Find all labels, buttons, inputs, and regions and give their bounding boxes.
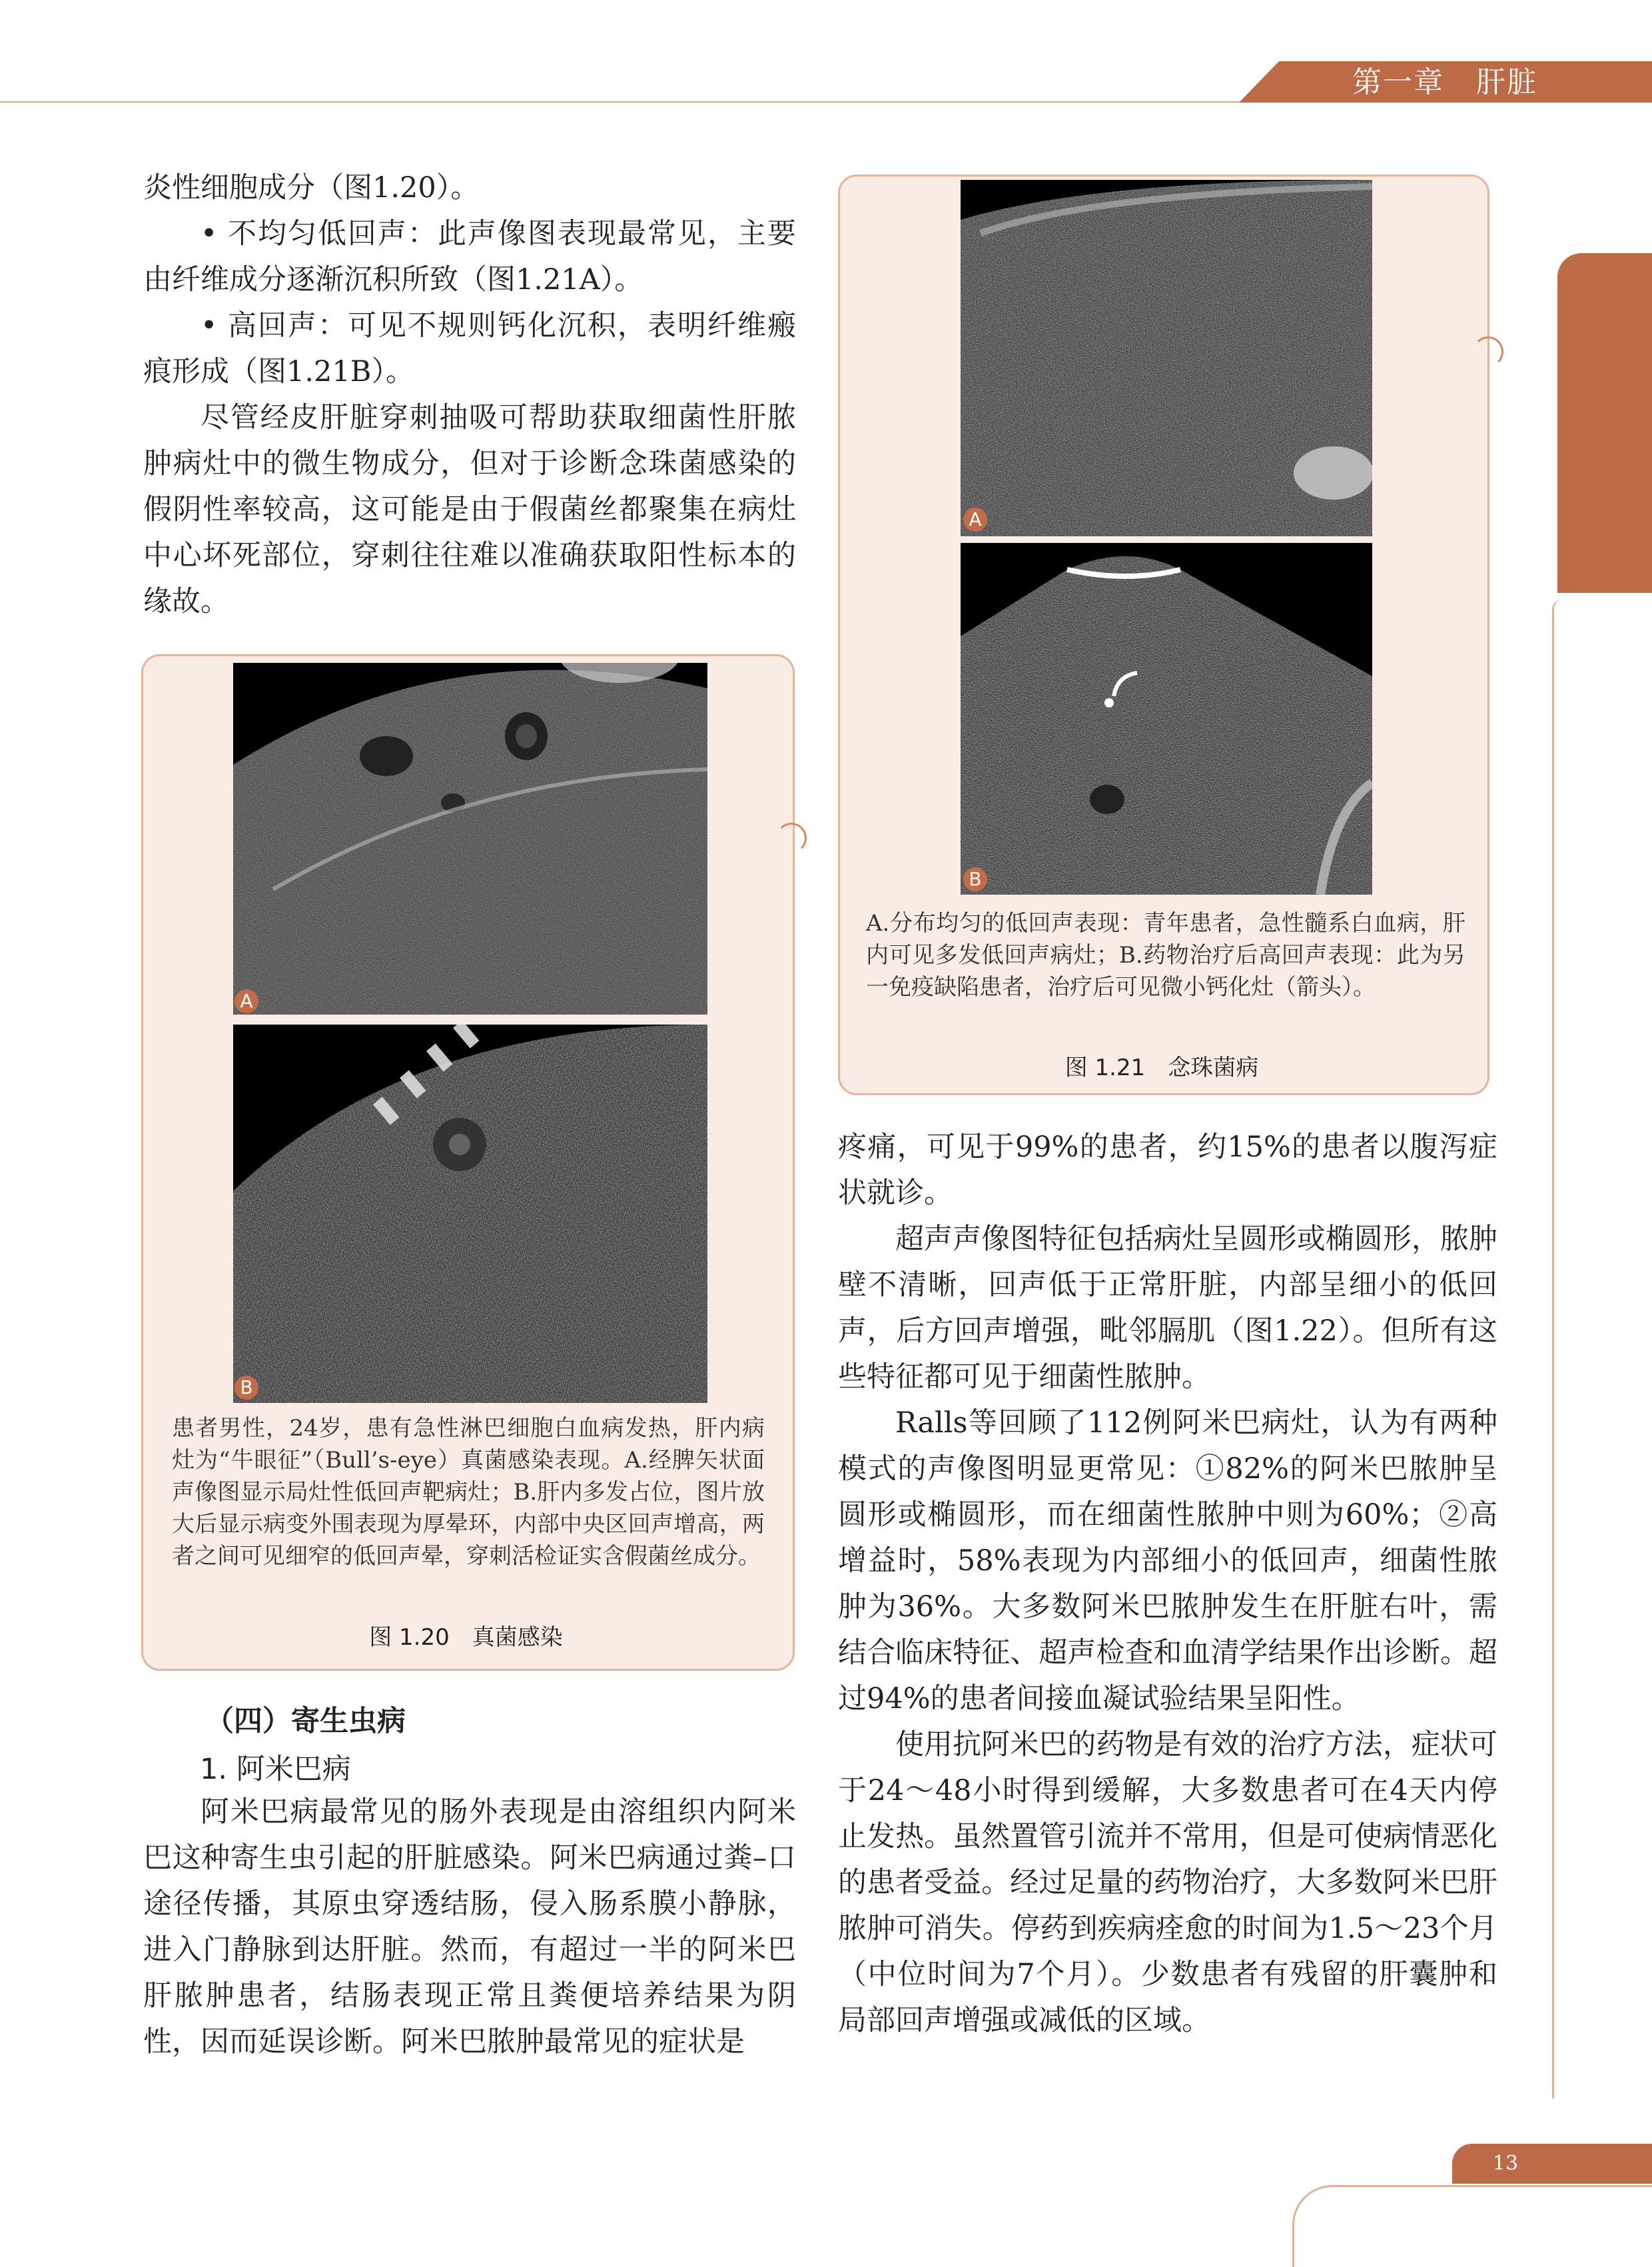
section-heading: （四）寄生虫病 (205, 1705, 406, 1738)
paragraph: 超声声像图特征包括病灶呈圆形或椭圆形，脓肿壁不清晰，回声低于正常肝脏，内部呈细小的低回声，后方回声增强，毗邻膈肌（图1.22）。但所有这些特征都可见于细菌性脓肿。 (838, 1222, 1497, 1394)
ultrasound-image-1-20a (233, 663, 707, 1015)
ultrasound-image-1-21a (961, 180, 1372, 536)
figure-1-20-caption: 患者男性，24岁，患有急性淋巴细胞白血病发热，肝内病灶为“牛眼征”（Bull’s-eye）真菌感染表现。A.经脾矢状面声像图显示局灶性低回声靶病灶；B.肝内多发占位，图片放大后显示病变外围表现为厚晕环，内部中央区回声增高，两者之间可见细窄的低回声晕，穿刺活检证实含假菌丝成分。 (172, 1415, 765, 1570)
bullet-paragraph: • 不均匀低回声：此声像图表现最常见，主要由纤维成分逐渐沉积所致（图1.21A）。 (143, 217, 796, 296)
subsection-heading: 1. 阿米巴病 (200, 1753, 351, 1786)
paragraph: 使用抗阿米巴的药物是有效的治疗方法，症状可于24～48小时得到缓解，大多数患者可在4天内停止发热。虽然置管引流并不常用，但是可使病情恶化的患者受益。经过足量的药物治疗，大多数阿米巴肝脓肿可消失。停药到疾病痊愈的时间为1.5～23个月（中位时间为7个月）。少数患者有残留的肝囊肿和局部回声增强或减低的区域。 (838, 1728, 1497, 2037)
label-b-badge: B (963, 867, 987, 891)
ultrasound-image-1-20b (233, 1025, 707, 1403)
label-a-badge: A (234, 989, 258, 1013)
figure-1-21-caption: A.分布均匀的低回声表现：青年患者，急性髓系白血病，肝内可见多发低回声病灶；B.药物治疗后高回声表现：此为另一免疫缺陷患者，治疗后可见微小钙化灶（箭头）。 (866, 910, 1465, 1001)
ultrasound-image-1-21b (961, 543, 1372, 895)
chapter-section: 肝脏 (1475, 65, 1537, 99)
right-text (838, 1125, 1497, 2044)
curl-decoration (776, 823, 807, 853)
left-top-text (143, 165, 796, 625)
bullet-paragraph: • 高回声：可见不规则钙化沉积，表明纤维瘢痕形成（图1.21B）。 (143, 309, 796, 388)
side-thumb-tab (1557, 253, 1652, 593)
ultrasound-graphic (961, 543, 1372, 895)
figure-1-20-title: 图 1.20 真菌感染 (369, 1624, 563, 1651)
ultrasound-graphic (961, 180, 1372, 536)
ultrasound-graphic (233, 663, 707, 1015)
curl-decoration (1473, 336, 1503, 367)
page-border-decoration (1552, 600, 1562, 2098)
paragraph: Ralls等回顾了112例阿米巴病灶，认为有两种模式的声像图明显更常见：①82%的阿米巴脓肿呈圆形或椭圆形，而在细菌性脓肿中则为60%；②高增益时，58%表现为内部细小的低回声，细菌性脓肿为36%。大多数阿米巴脓肿发生在肝脏右叶，需结合临床特征、超声检查和血清学结果作出诊断。超过94%的患者间接血凝试验结果呈阳性。 (838, 1406, 1497, 1715)
left-bottom-text (143, 1789, 796, 2065)
paragraph: 尽管经皮肝脏穿刺抽吸可帮助获取细菌性肝脓肿病灶中的微生物成分，但对于诊断念珠菌感染的假阴性率较高，这可能是由于假菌丝都聚集在病灶中心坏死部位，穿刺往往难以准确获取阳性标本的缘故。 (143, 401, 796, 618)
paragraph: 疼痛，可见于99%的患者，约15%的患者以腹泻症状就诊。 (838, 1131, 1497, 1210)
paragraph: 阿米巴病最常见的肠外表现是由溶组织内阿米巴这种寄生虫引起的肝脏感染。阿米巴病通过粪–口途径传播，其原虫穿透结肠，侵入肠系膜小静脉，进入门静脉到达肝脏。然而，有超过一半的阿米巴肝脓肿患者，结肠表现正常且粪便培养结果为阴性，因而延误诊断。阿米巴脓肿最常见的症状是 (143, 1795, 796, 2058)
ultrasound-graphic (233, 1025, 707, 1403)
bottom-border-decoration (1292, 2185, 1652, 2267)
paragraph: 炎性细胞成分（图1.20）。 (143, 171, 480, 205)
chapter-number: 第一章 (1352, 65, 1444, 99)
page-number: 13 (1492, 2152, 1519, 2175)
label-a-badge: A (963, 508, 987, 532)
label-b-badge: B (234, 1376, 258, 1400)
chapter-title (1352, 64, 1537, 101)
figure-1-21-title: 图 1.21 念珠菌病 (1064, 1055, 1259, 1081)
